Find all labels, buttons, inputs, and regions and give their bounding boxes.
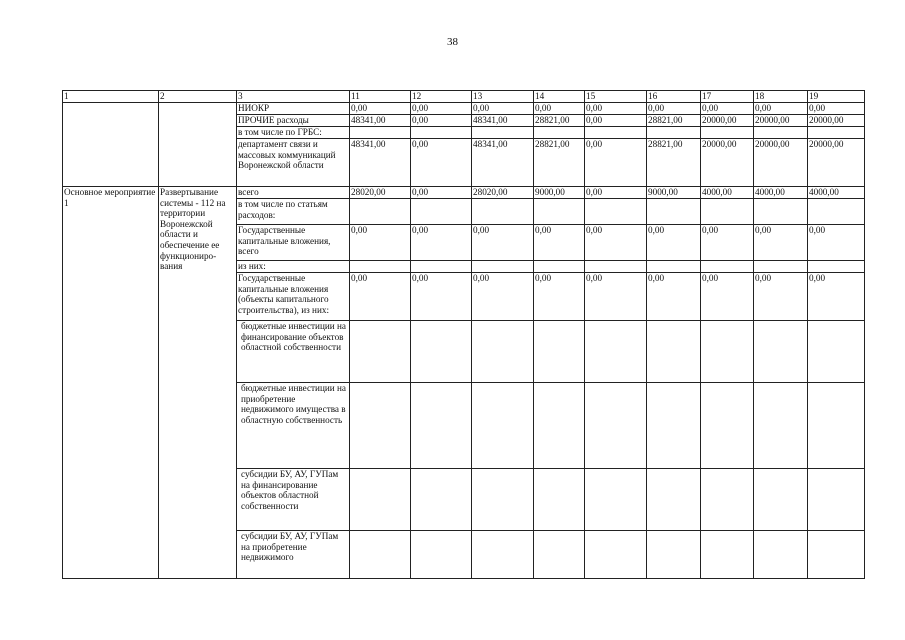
value-cell: 28821,00 [647,139,701,187]
header-cell: 12 [411,91,472,103]
value-cell [350,383,411,469]
value-cell [754,199,808,225]
value-cell: 0,00 [808,103,865,115]
row-label: Государственные капитальные вложения, всего [237,225,350,261]
value-cell [585,383,647,469]
value-cell: 0,00 [534,103,585,115]
header-cell: 18 [754,91,808,103]
empty-cell [159,103,237,187]
value-cell: 28821,00 [647,115,701,127]
value-cell [472,383,534,469]
value-cell: 48341,00 [350,139,411,187]
value-cell [534,261,585,273]
value-cell [585,469,647,531]
table-row [63,187,865,199]
value-cell [585,199,647,225]
value-cell: 0,00 [647,273,701,321]
value-cell [647,261,701,273]
value-cell [808,199,865,225]
value-cell: 0,00 [411,115,472,127]
value-cell [472,127,534,139]
value-cell [411,321,472,383]
value-cell [808,469,865,531]
value-cell [808,321,865,383]
value-cell [701,127,754,139]
value-cell [754,321,808,383]
value-cell [647,469,701,531]
value-cell [701,321,754,383]
row-label: в том числе по ГРБС: [237,127,350,139]
value-cell: 20000,00 [808,115,865,127]
value-cell: 0,00 [647,225,701,261]
value-cell: 0,00 [534,273,585,321]
header-cell: 17 [701,91,754,103]
value-cell: 0,00 [754,225,808,261]
value-cell: 20000,00 [808,139,865,187]
value-cell: 20000,00 [754,139,808,187]
event-description-cell: Развертывание системы - 112 на территории Воронежской области и обеспечение ее функциониро-вания [159,187,237,579]
value-cell: 48341,00 [472,139,534,187]
header-cell: 15 [585,91,647,103]
value-cell: 4000,00 [808,187,865,199]
row-label: субсидии БУ, АУ, ГУПам на приобретение недвижимого [237,531,350,579]
value-cell [647,383,701,469]
value-cell: 0,00 [701,225,754,261]
value-cell: 0,00 [808,225,865,261]
value-cell [534,321,585,383]
value-cell: 0,00 [754,273,808,321]
value-cell: 20000,00 [754,115,808,127]
value-cell: 48341,00 [472,115,534,127]
value-cell: 0,00 [411,103,472,115]
value-cell [701,531,754,579]
value-cell: 9000,00 [534,187,585,199]
value-cell [472,469,534,531]
value-cell: 28020,00 [472,187,534,199]
value-cell: 0,00 [472,273,534,321]
value-cell [472,321,534,383]
value-cell [350,469,411,531]
value-cell [350,321,411,383]
value-cell [472,261,534,273]
value-cell [585,261,647,273]
header-cell: 13 [472,91,534,103]
value-cell [647,531,701,579]
value-cell [472,199,534,225]
value-cell: 4000,00 [701,187,754,199]
value-cell [585,531,647,579]
value-cell: 9000,00 [647,187,701,199]
value-cell [808,531,865,579]
value-cell: 0,00 [585,115,647,127]
value-cell [754,469,808,531]
value-cell [808,127,865,139]
value-cell: 0,00 [411,273,472,321]
value-cell [350,531,411,579]
row-label: всего [237,187,350,199]
value-cell: 0,00 [472,225,534,261]
value-cell [808,383,865,469]
value-cell [350,127,411,139]
header-cell: 19 [808,91,865,103]
budget-table [62,90,865,579]
value-cell: 0,00 [411,139,472,187]
value-cell [534,199,585,225]
value-cell [808,261,865,273]
event-name-cell: Основное мероприятие 1 [63,187,159,579]
row-label: в том числе по статьям расходов: [237,199,350,225]
value-cell [472,531,534,579]
row-label: бюджетные инвестиции на приобретение недвижимого имущества в областную собственность [237,383,350,469]
value-cell: 0,00 [585,225,647,261]
value-cell [701,261,754,273]
value-cell [534,127,585,139]
value-cell: 20000,00 [701,115,754,127]
row-label: из них: [237,261,350,273]
value-cell: 0,00 [754,103,808,115]
header-cell: 14 [534,91,585,103]
value-cell [754,261,808,273]
value-cell: 0,00 [350,273,411,321]
value-cell: 20000,00 [701,139,754,187]
value-cell: 0,00 [534,225,585,261]
value-cell [754,383,808,469]
value-cell [647,199,701,225]
row-label: субсидии БУ, АУ, ГУПам на финансирование объектов областной собственности [237,469,350,531]
row-label: ПРОЧИЕ расходы [237,115,350,127]
table-row [63,103,865,115]
header-cell: 3 [237,91,350,103]
value-cell [411,383,472,469]
value-cell: 48341,00 [350,115,411,127]
page-number: 38 [447,36,458,48]
value-cell [411,127,472,139]
row-label: Государственные капитальные вложения (объекты капитального строительства), из них: [237,273,350,321]
value-cell: 0,00 [808,273,865,321]
value-cell: 0,00 [411,187,472,199]
row-label: бюджетные инвестиции на финансирование объектов областной собственности [237,321,350,383]
value-cell [411,261,472,273]
value-cell [585,321,647,383]
value-cell: 28821,00 [534,139,585,187]
value-cell [534,383,585,469]
value-cell: 0,00 [701,103,754,115]
value-cell: 0,00 [350,225,411,261]
value-cell [411,531,472,579]
empty-cell [63,103,159,187]
value-cell: 4000,00 [754,187,808,199]
value-cell [585,127,647,139]
value-cell: 28821,00 [534,115,585,127]
value-cell: 0,00 [585,187,647,199]
header-cell: 11 [350,91,411,103]
value-cell: 0,00 [647,103,701,115]
value-cell: 0,00 [701,273,754,321]
header-cell: 1 [63,91,159,103]
value-cell [534,469,585,531]
header-cell: 2 [159,91,237,103]
value-cell: 0,00 [585,103,647,115]
value-cell: 0,00 [411,225,472,261]
value-cell: 0,00 [350,103,411,115]
row-label: НИОКР [237,103,350,115]
value-cell [350,261,411,273]
value-cell: 28020,00 [350,187,411,199]
value-cell [350,199,411,225]
value-cell [754,531,808,579]
value-cell [701,469,754,531]
value-cell [701,383,754,469]
header-row [63,91,865,103]
row-label: департамент связи и массовых коммуникаций Воронежской области [237,139,350,187]
value-cell: 0,00 [472,103,534,115]
value-cell: 0,00 [585,139,647,187]
value-cell [754,127,808,139]
value-cell [411,199,472,225]
header-cell: 16 [647,91,701,103]
value-cell [647,127,701,139]
value-cell [647,321,701,383]
value-cell [534,531,585,579]
value-cell [701,199,754,225]
value-cell [411,469,472,531]
value-cell: 0,00 [585,273,647,321]
